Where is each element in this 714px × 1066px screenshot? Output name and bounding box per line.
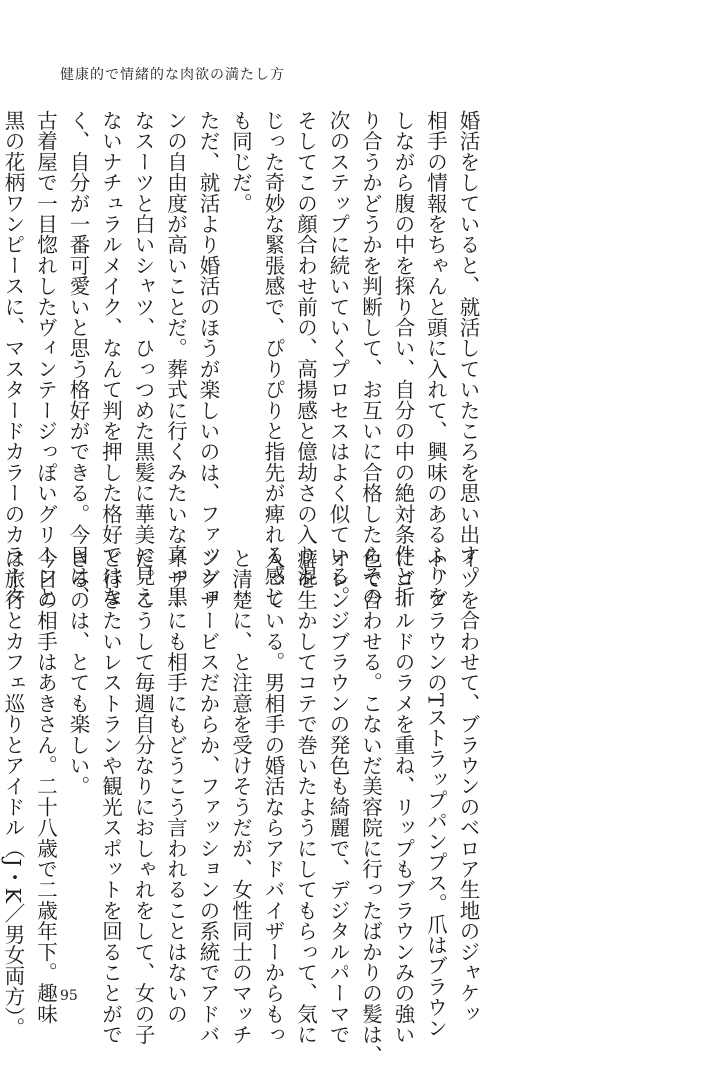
text-line: 癖を生かしてコテで巻いたようにしてもらって、気に [293, 548, 318, 1045]
text-line: ただ、就活より婚活のほうが楽しいのは、ファッショ [196, 110, 220, 607]
text-line: きるのは、とても楽しい。 [66, 548, 90, 797]
running-head: 健康的で情緒的な肉欲の満たし方 [60, 67, 285, 83]
text-line: も同じだ。 [228, 110, 253, 214]
text-line: イツを合わせて、ブラウンのベロア生地のジャケッ [456, 548, 480, 1025]
text-line: ないナチュラルメイク、なんて判を押した格好ではな [98, 110, 123, 607]
text-line: オレンジブラウンの発色も綺麗で、デジタルパーマで [326, 548, 350, 1045]
text-line: じった奇妙な緊張感で、ぴりぴりと指先が痺れる感じ [261, 110, 285, 607]
text-line: ングサービスだからか、ファッションの系統でアドバ [196, 548, 220, 1045]
text-line: は旅行とカフェ巡りとアイドル（J・K／男女両方）。 [1, 548, 25, 1038]
text-line: にゴールドのラメを重ね、リップもブラウンみの強い [391, 548, 415, 1045]
text-line: 相手の情報をちゃんと頭に入れて、興味のあるふりを [423, 110, 448, 607]
page-number: 95 [60, 988, 78, 1004]
text-line: 今日の相手はあきさん。二十八歳で二歳年下。趣味 [33, 548, 58, 1025]
text-line: 古着屋で一目惚れしたヴィンテージっぽいグリーンと [33, 110, 58, 607]
text-line: 次のステップに続いていくプロセスはよく似ている。 [326, 110, 350, 607]
text-line: しながら腹の中を探り合い、自分の中の絶対条件と折 [391, 110, 415, 607]
text-line: なスーツと白いシャツ、ひっつめた黒髪に華美に見え [131, 110, 155, 607]
text-line: く、自分が一番可愛いと思う格好ができる。今日は、 [66, 110, 90, 607]
text-line: 色で合わせる。こないだ美容院に行ったばかりの髪は、 [358, 548, 383, 1066]
text-line: イザーにも相手にもどうこう言われることはないの [163, 548, 188, 1025]
text-line: ンの自由度が高いことだ。葬式に行くみたいな真っ黒 [163, 110, 188, 607]
text-line: 婚活をしていると、就活していたころを思い出す。 [456, 110, 480, 587]
text-line: 黒の花柄ワンピースに、マスタードカラーのカラータ [1, 110, 25, 607]
text-line: だ。こうして毎週自分なりにおしゃれをして、女の子 [131, 548, 155, 1045]
text-block-top [1, 110, 484, 607]
text-line: り合うかどうかを判断して、お互いに合格したらその [358, 110, 383, 607]
text-line: 入っている。男相手の婚活ならアドバイザーからもっ [261, 548, 285, 1045]
text-line: と行きたいレストランや観光スポットを回ることがで [98, 548, 123, 1045]
text-line: ト、ブラウンのTストラップパンプス。爪はブラウン [423, 548, 448, 1038]
text-line: と清楚に、と注意を受けそうだが、女性同士のマッチ [228, 548, 253, 1045]
text-line: そしてこの顔合わせ前の、高揚感と億劫さの入り混 [293, 110, 318, 587]
